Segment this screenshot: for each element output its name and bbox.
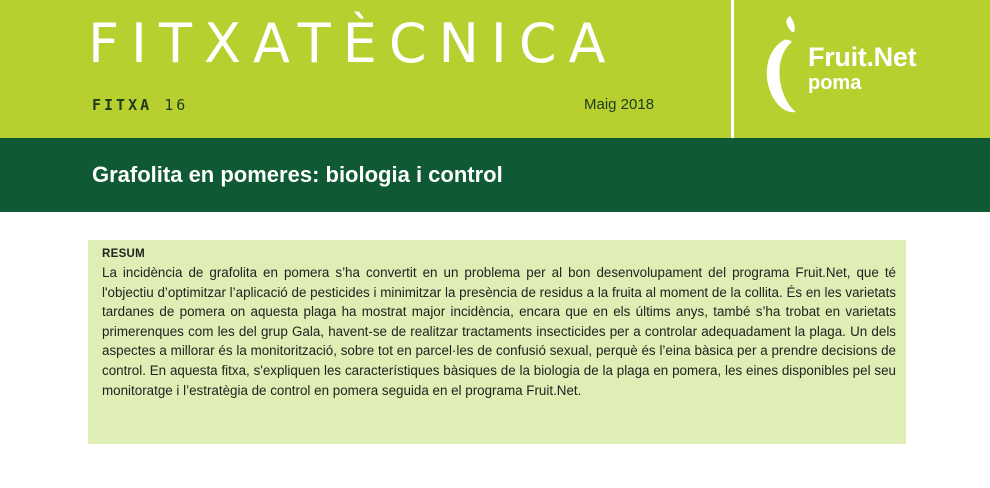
- fruitnet-logo: [762, 14, 977, 124]
- logo-sub: poma: [808, 72, 862, 94]
- logo-name: Fruit.Net: [808, 42, 917, 72]
- document-title: Grafolita en pomeres: biologia i control: [92, 162, 503, 187]
- fitxa-number: 16: [164, 96, 189, 114]
- abstract-heading: RESUM: [102, 248, 146, 260]
- abstract-box: [88, 240, 906, 444]
- page-title: FITXATÈCNICA: [88, 12, 618, 75]
- fitxa-number-label: [92, 96, 188, 114]
- header: [0, 0, 990, 138]
- publication-date: Maig 2018: [584, 96, 655, 113]
- header-title-area: [0, 0, 730, 138]
- abstract-body: La incidència de grafolita en pomera s’ha convertit en un problema per al bon desenvolupament del programa Fruit.Net, que té l'objectiu d’optimitzar l’aplicació de pesticides i minimitzar la presència de residus a la fruita al moment de la collita. És en les varietats tardanes de pomera on aquesta plaga ha mostrat major incidència, encara que en els últims anys, també s’ha trobat en varietats primerenques com les del grup Gala, havent-se de realitzar tractaments insecticides per a controlar adequadament la plaga. Un dels aspectes a millorar és la monitorització, sobre tot en parcel·les de confusió sexual, perquè és l’eina bàsica per a prendre decisions de control. En aquesta fitxa, s'expliquen les característiques bàsiques de la biologia de la plaga en pomera, les eines disponibles pel seu monitoratge i l’estratègia de control en pomera seguida en el programa Fruit.Net.: [102, 265, 896, 398]
- fitxa-label: FITXA: [92, 96, 153, 114]
- title-banner: [0, 138, 990, 212]
- header-divider: [731, 0, 734, 138]
